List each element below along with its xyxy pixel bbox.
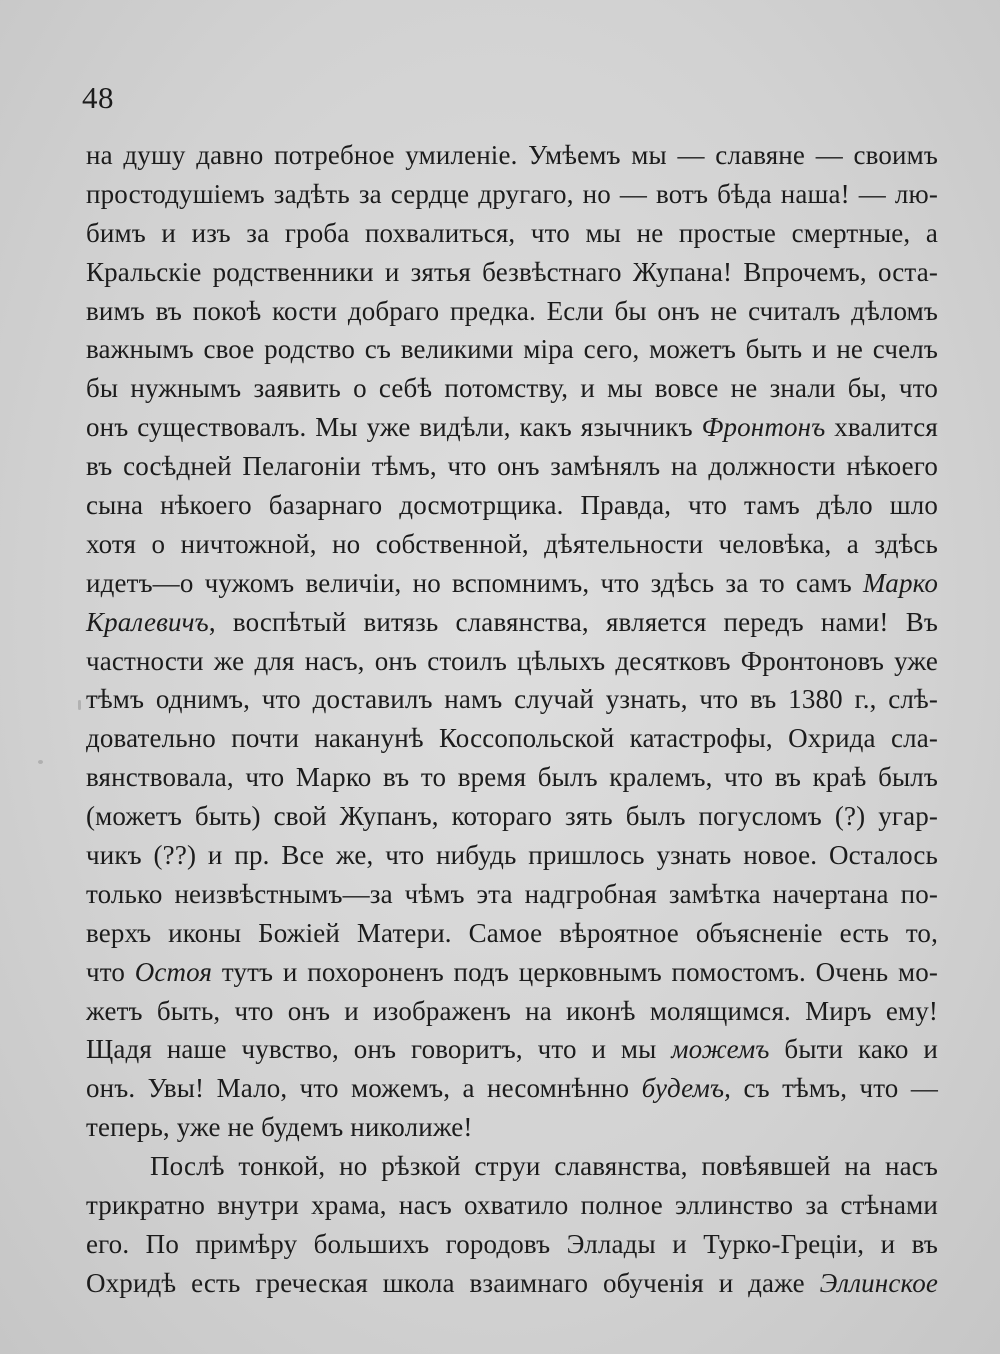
text-run: бы нужнымъ заявить о себѣ потомству, и мы вовсе не знали бы, что: [86, 373, 938, 404]
text-line: [86, 758, 938, 797]
text-run: хвалится: [825, 412, 939, 443]
text-run: Щадя наше чувство, онъ говоритъ, что и мы: [86, 1034, 672, 1065]
text-line: [86, 603, 938, 642]
text-run: только неизвѣстнымъ—за чѣмъ эта надгробная замѣтка начертана по-: [86, 878, 938, 909]
text-line: [86, 836, 938, 875]
text-run: хотя о ничтожной, но собственной, дѣятельности человѣка, а здѣсь: [86, 528, 938, 559]
text-line: [86, 1264, 938, 1303]
text-run: вимъ въ покоѣ кости добраго предка. Если бы онъ не считалъ дѣломъ: [86, 295, 938, 326]
italic-text: Марко: [863, 567, 938, 598]
italic-text: можемъ: [671, 1034, 770, 1065]
text-run: Кральскіе родственники и зятья безвѣстнаго Жупана! Впрочемъ, оста-: [86, 256, 938, 287]
text-run: что: [86, 956, 135, 987]
text-run: Послѣ тонкой, но рѣзкой струи славянства, повѣявшей на насъ: [150, 1151, 938, 1182]
text-run: жетъ быть, что онъ и изображенъ на иконѣ молящимся. Миръ ему!: [86, 995, 938, 1026]
text-line: [86, 1147, 938, 1186]
text-run: онъ существовалъ. Мы уже видѣли, какъ язычникъ: [86, 412, 702, 443]
text-run: быти како и: [769, 1034, 938, 1065]
text-line: [86, 408, 938, 447]
text-line: [86, 875, 938, 914]
text-run: довательно почти наканунѣ Коссопольской катастрофы, Охрида сла-: [86, 723, 938, 754]
italic-text: Остоя: [134, 956, 213, 987]
text-line: [86, 953, 938, 992]
text-run: вянствовала, что Марко въ то время былъ кралемъ, что въ краѣ былъ: [86, 762, 938, 793]
text-line: [86, 1069, 938, 1108]
text-run: трикратно внутри храма, насъ охватило полное эллинство за стѣнами: [86, 1190, 938, 1221]
text-line: [86, 214, 938, 253]
text-run: идетъ—о чужомъ величіи, но вспомнимъ, что здѣсь за то самъ: [86, 567, 864, 598]
text-run: сына нѣкоего базарнаго досмотрщика. Правда, что тамъ дѣло шло: [86, 490, 938, 521]
italic-text: будемъ,: [641, 1073, 732, 1104]
text-run: , воспѣтый витязь славянства, является передъ нами! Въ: [208, 606, 938, 637]
text-run: теперь, уже не будемъ николиже!: [86, 1112, 473, 1143]
text-line: [86, 719, 938, 758]
text-line: [86, 486, 938, 525]
text-line: [86, 1225, 938, 1264]
italic-text: Эллинское: [819, 1267, 938, 1298]
text-line: [86, 369, 938, 408]
text-line: [86, 1108, 938, 1147]
text-line: [86, 175, 938, 214]
text-run: Охридѣ есть греческая школа взаимнаго обученія и даже: [86, 1267, 820, 1298]
text-line: [86, 680, 938, 719]
italic-text: Фронтонъ: [701, 412, 826, 443]
ink-speck: [38, 760, 43, 764]
text-run: чикъ (??) и пр. Все же, что нибудь пришлось узнать новое. Осталось: [86, 840, 938, 871]
text-line: [86, 1186, 938, 1225]
text-run: важнымъ свое родство съ великими міра сего, можетъ быть и не счелъ: [86, 334, 938, 365]
text-run: простодушіемъ задѣть за сердце другаго, но — вотъ бѣда наша! — лю-: [86, 178, 938, 209]
body-text: [86, 136, 938, 1303]
text-line: [86, 797, 938, 836]
text-run: его. По примѣру большихъ городовъ Эллады и Турко-Греціи, и въ: [86, 1228, 938, 1259]
page-number: 48: [82, 80, 114, 115]
text-run: тѣмъ однимъ, что доставилъ намъ случай узнать, что въ 1380 г., слѣ-: [86, 684, 938, 715]
text-run: тутъ и похороненъ подъ церковнымъ помостомъ. Очень мо-: [212, 956, 938, 987]
text-run: въ сосѣдней Пелагоніи тѣмъ, что онъ замѣнялъ на должности нѣкоего: [86, 451, 938, 482]
text-run: (можетъ быть) свой Жупанъ, котораго зять былъ погусломъ (?) угар-: [86, 801, 938, 832]
text-line: [86, 525, 938, 564]
text-line: [86, 992, 938, 1031]
text-line: [86, 292, 938, 331]
text-run: онъ. Увы! Мало, что можемъ, а несомнѣнно: [86, 1073, 642, 1104]
text-line: [86, 564, 938, 603]
text-line: [86, 1030, 938, 1069]
text-line: [86, 136, 938, 175]
italic-text: Кралевичъ: [86, 606, 209, 637]
text-run: частности же для насъ, онъ стоилъ цѣлыхъ десятковъ Фронтоновъ уже: [86, 645, 938, 676]
text-line: [86, 253, 938, 292]
text-line: [86, 914, 938, 953]
text-run: съ тѣмъ, что —: [731, 1073, 938, 1104]
text-run: верхъ иконы Божіей Матери. Самое вѣроятное объясненіе есть то,: [86, 917, 938, 948]
ink-speck: [78, 700, 81, 710]
text-line: [86, 642, 938, 681]
text-line: [86, 447, 938, 486]
text-run: на душу давно потребное умиленіе. Умѣемъ мы — славяне — своимъ: [86, 140, 938, 170]
text-run: бимъ и изъ за гроба похвалиться, что мы не простые смертные, а: [86, 217, 938, 248]
text-line: [86, 330, 938, 369]
